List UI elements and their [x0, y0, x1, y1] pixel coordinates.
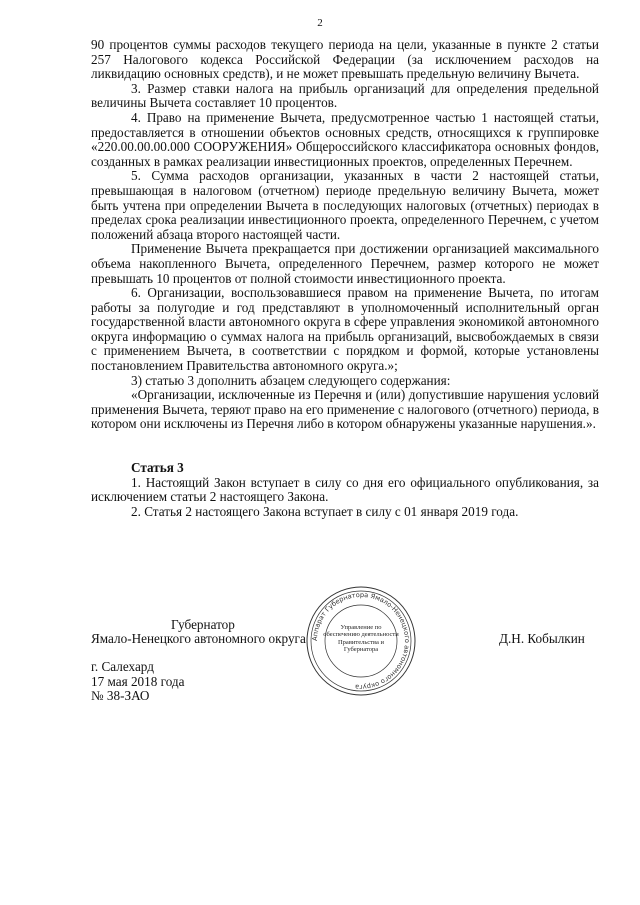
- paragraph: 5. Сумма расходов организации, указанных в части 2 настоящей статьи, превышающая в налоговом (отчетном) периоде предельную величину Вычета, может быть учтена при определении Вычета в последующих налоговых (отчетных) периодах в пределах срока реализации инвестиционного проекта, определенного Перечнем, с учетом положений абзаца второго настоящей части.: [91, 168, 599, 242]
- paragraph: Применение Вычета прекращается при достижении организацией максимального объема накопленного Вычета, определенного Перечнем, размер которого не может превышать 10 процентов от полной стоимости инвестиционного проекта.: [91, 241, 599, 286]
- article-heading: Статья 3: [131, 460, 184, 476]
- paragraph: 90 процентов суммы расходов текущего периода на цели, указанные в пункте 2 статьи 257 Налогового кодекса Российской Федерации (за исключением расходов на ликвидацию основных средств), и не может превышать предельную величину Вычета.: [91, 37, 599, 82]
- seal-center-text: Управление по обеспечению деятельности Правительства и Губернатора: [323, 624, 399, 653]
- date: 17 мая 2018 года: [91, 673, 185, 689]
- place-date-block: [91, 660, 184, 704]
- paragraph: «Организации, исключенные из Перечня и (или) допустившие нарушения условий применения Вычета, теряют право на его применение с налогового (отчетного) периода, в котором они исключены из Перечня либо в котором обнаружены указанные нарушения.».: [91, 387, 599, 432]
- paragraph: 3) статью 3 дополнить абзацем следующего содержания:: [131, 372, 451, 388]
- page-number: 2: [317, 17, 323, 29]
- document-body: [91, 38, 599, 519]
- paragraph: 4. Право на применение Вычета, предусмотренное частью 1 настоящей статьи, предоставляется в отношении объектов основных средств, относящихся к группировке «220.00.00.00.000 СООРУЖЕНИЯ» Общероссийского классификатора основных фондов, созданных в рамках реализации инвестиционных проектов, определенных Перечнем.: [91, 109, 599, 169]
- article-item: 1. Настоящий Закон вступает в силу со дня его официального опубликования, за исключением статьи 2 настоящего Закона.: [91, 474, 599, 505]
- signature-name: Д.Н. Кобылкин: [499, 631, 585, 646]
- seal-ring-text: Аппарат Губернатора Ямало-Ненецкого автономного округа: [310, 590, 412, 692]
- paragraph: 3. Размер ставки налога на прибыль организаций для определения предельной величины Вычета составляет 10 процентов.: [91, 80, 599, 111]
- law-number: № 38-ЗАО: [91, 688, 150, 704]
- signature-region: Ямало-Ненецкого автономного округа: [91, 631, 306, 646]
- article-item: 2. Статья 2 настоящего Закона вступает в силу с 01 января 2019 года.: [131, 503, 519, 519]
- paragraph: 6. Организации, воспользовавшиеся правом на применение Вычета, по итогам работы за полугодие и год представляют в уполномоченный исполнительный орган государственной власти автономного округа в сфере управления экономикой автономного округа информацию о суммах налога на прибыль организаций, высвобождаемых в связи с применением Вычета, в соответствии с порядком и формой, которые установлены постановлением Правительства автономного округа.»;: [91, 285, 599, 374]
- place: г. Салехард: [91, 659, 154, 674]
- signature-title: Губернатор: [171, 617, 235, 632]
